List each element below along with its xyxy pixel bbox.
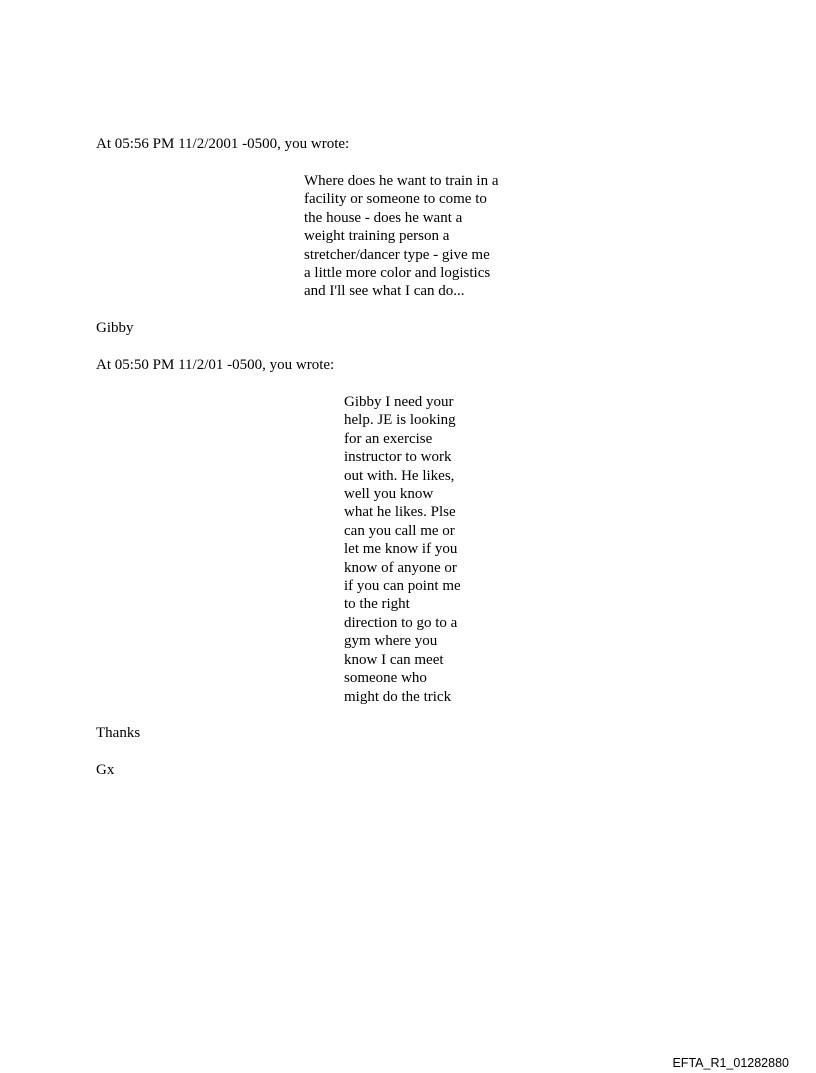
quote-line: well you know (344, 486, 434, 503)
quote-line: a little more color and logistics (304, 265, 491, 282)
quote-line: stretcher/dancer type - give me (304, 246, 490, 263)
quote-line: out with. He likes, (344, 467, 455, 484)
quote-line: what he likes. Plse (344, 504, 456, 521)
quote-line: and I'll see what I can do... (304, 283, 465, 300)
quote-line: might do the trick (344, 688, 452, 705)
reply-header-2: At 05:50 PM 11/2/01 -0500, you wrote: (96, 357, 335, 373)
quote-line: direction to go to a (344, 614, 458, 631)
quote-line: for an exercise (344, 430, 433, 447)
quote-line: to the right (344, 596, 410, 613)
reply-header-1: At 05:56 PM 11/2/2001 -0500, you wrote: (96, 136, 350, 152)
quote-line: someone who (344, 670, 427, 687)
quote-line: gym where you (344, 633, 438, 650)
quote-line: let me know if you (344, 541, 458, 558)
document-id: EFTA_R1_01282880 (672, 1056, 789, 1070)
quote-line: Where does he want to train in a (304, 173, 499, 189)
closing-thanks: Thanks (96, 725, 141, 741)
quote-line: facility or someone to come to (304, 191, 487, 208)
quote-line: the house - does he want a (304, 209, 463, 226)
quote-line: if you can point me (344, 578, 461, 595)
quote-line: weight training person a (304, 228, 450, 245)
quote-line: instructor to work (344, 449, 452, 466)
quoted-message-1 (304, 172, 499, 301)
signature-gibby: Gibby (96, 320, 134, 336)
quote-line: know I can meet (344, 651, 444, 668)
signature-gx: Gx (96, 762, 115, 778)
quote-line: Gibby I need your (344, 394, 454, 410)
quote-line: can you call me or (344, 522, 455, 539)
quote-line: know of anyone or (344, 559, 457, 576)
quote-line: help. JE is looking (344, 412, 456, 429)
quoted-message-2 (344, 393, 461, 706)
